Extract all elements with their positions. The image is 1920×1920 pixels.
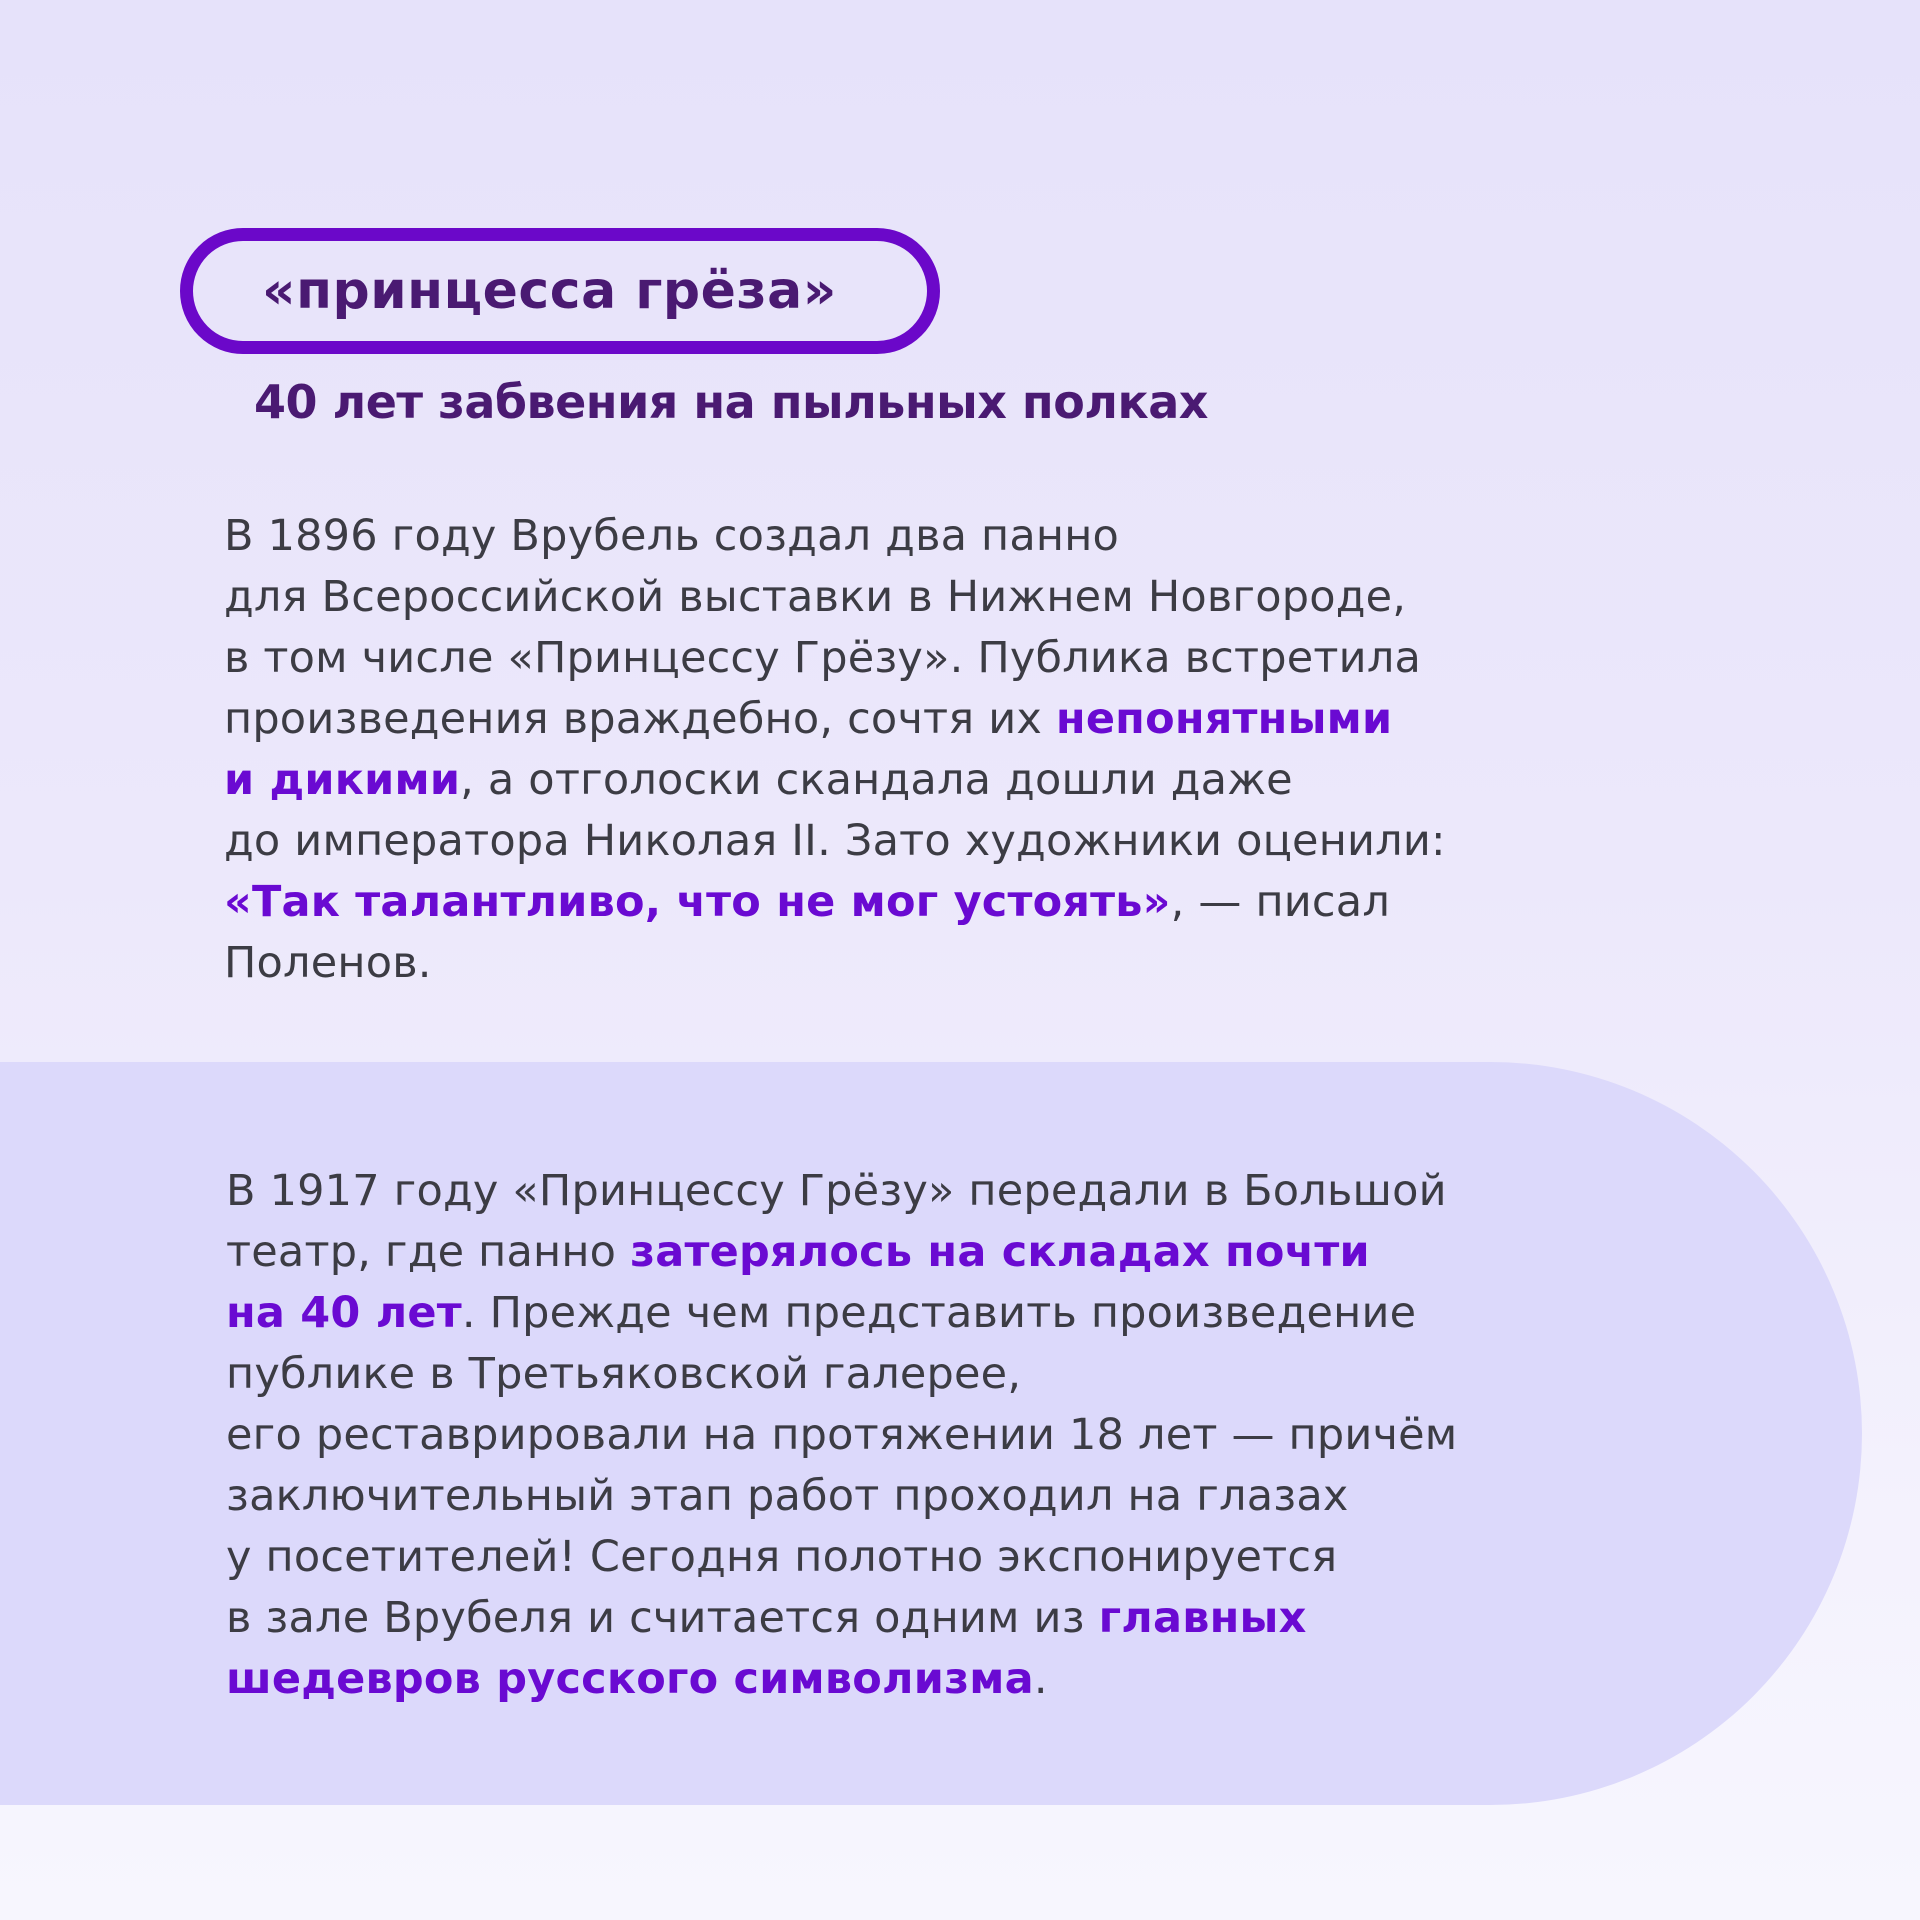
text-segment: его реставрировали на протяжении 18 лет — причём [226, 1410, 1458, 1460]
page-title: «принцесса грёза» [262, 261, 837, 321]
text-line [226, 1283, 1457, 1344]
text-line [224, 689, 1446, 750]
text-segment: , — писал [1170, 877, 1390, 927]
text-segment: произведения враждебно, сочтя их [224, 694, 1056, 744]
highlight-text: на 40 лет [226, 1288, 462, 1338]
text-segment: театр, где панно [226, 1227, 631, 1277]
text-segment: . [1033, 1654, 1048, 1704]
highlight-text: шедевров русского символизма [226, 1654, 1034, 1704]
text-segment: Поленов. [224, 938, 432, 988]
subtitle: 40 лет забвения на пыльных полках [254, 375, 1208, 429]
text-line [226, 1405, 1457, 1466]
text-segment: у посетителей! Сегодня полотно экспонируется [226, 1532, 1338, 1582]
text-line [226, 1466, 1457, 1527]
text-line [224, 750, 1446, 811]
paragraph-1917 [226, 1161, 1457, 1710]
text-line [226, 1222, 1457, 1283]
text-segment: в том числе «Принцессу Грёзу». Публика встретила [224, 633, 1422, 683]
highlight-text: затерялось на складах почти [630, 1227, 1370, 1277]
text-line [226, 1344, 1457, 1405]
highlight-text: и дикими [224, 755, 461, 805]
text-line [226, 1161, 1457, 1222]
highlight-text: главных [1098, 1593, 1307, 1643]
text-segment: , а отголоски скандала дошли даже [460, 755, 1293, 805]
text-segment: заключительный этап работ проходил на глазах [226, 1471, 1349, 1521]
text-segment: В 1896 году Врубель создал два панно [224, 511, 1120, 561]
text-line [226, 1649, 1457, 1710]
text-line [224, 628, 1446, 689]
text-segment: публике в Третьяковской галерее, [226, 1349, 1022, 1399]
paragraph-1896 [224, 506, 1446, 994]
title-pill [180, 228, 940, 354]
text-line [224, 567, 1446, 628]
text-segment: в зале Врубеля и считается одним из [226, 1593, 1099, 1643]
text-line [224, 933, 1446, 994]
text-segment: В 1917 году «Принцессу Грёзу» передали в Большой [226, 1166, 1447, 1216]
text-line [226, 1588, 1457, 1649]
text-segment: для Всероссийской выставки в Нижнем Новгороде, [224, 572, 1407, 622]
text-segment: . Прежде чем представить произведение [461, 1288, 1417, 1338]
text-line [224, 811, 1446, 872]
text-segment: до императора Николая II. Зато художники оценили: [224, 816, 1446, 866]
text-line [226, 1527, 1457, 1588]
highlight-quote: «Так талантливо, что не мог устоять» [224, 877, 1171, 927]
text-line [224, 506, 1446, 567]
text-line [224, 872, 1446, 933]
highlight-text: непонятными [1055, 694, 1393, 744]
